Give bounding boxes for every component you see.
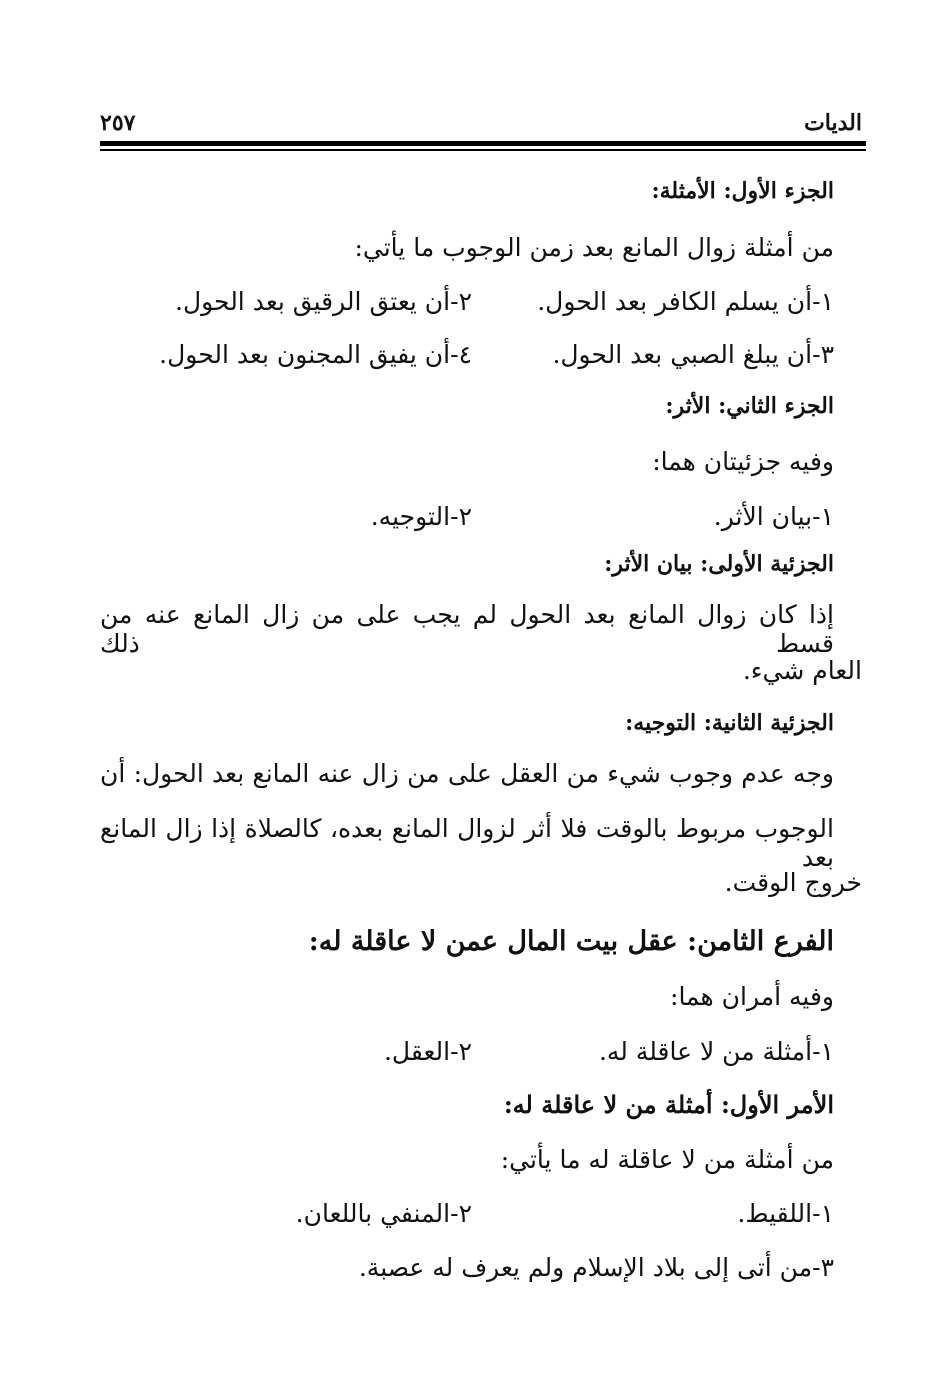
section-heading: الجزئية الأولى: بيان الأثر: [604, 551, 834, 577]
section-heading: الجزء الثاني: الأثر: [665, 393, 834, 419]
section-heading: الجزئية الثانية: التوجيه: [625, 710, 834, 736]
paragraph-line: وفيه جزئيتان هما: [652, 447, 834, 476]
list-item: ١-أن يسلم الكافر بعد الحول. [537, 287, 834, 316]
paragraph-line: من أمثلة من لا عاقلة له ما يأتي: [500, 1145, 834, 1174]
section-heading: الأمر الأول: أمثلة من لا عاقلة له: [503, 1090, 834, 1119]
paragraph-line: الوجوب مربوط بالوقت فلا أثر لزوال المانع بعده، كالصلاة إذا زال المانع بعد [100, 814, 834, 872]
running-header-title: الديات [804, 110, 862, 136]
list-item: ٢-أن يعتق الرقيق بعد الحول. [175, 287, 472, 316]
paragraph-line: وجه عدم وجوب شيء من العقل على من زال عنه المانع بعد الحول: أن [100, 759, 834, 788]
header-rule-thin [100, 149, 866, 151]
header-rule-thick [100, 141, 866, 146]
page-number: ٢٥٧ [100, 110, 136, 136]
list-item: ٣-من أتى إلى بلاد الإسلام ولم يعرف له عصبة. [358, 1253, 834, 1282]
list-item: ١-أمثلة من لا عاقلة له. [598, 1037, 834, 1066]
paragraph-line: العام شيء. [742, 656, 862, 685]
paragraph-line: خروج الوقت. [724, 868, 862, 897]
list-item: ٢-المنفي باللعان. [295, 1199, 472, 1228]
branch-heading: الفرع الثامن: عقل بيت المال عمن لا عاقلة له: [308, 926, 834, 957]
list-item: ٢-العقل. [383, 1037, 472, 1066]
paragraph-line: من أمثلة زوال المانع بعد زمن الوجوب ما يأتي: [354, 233, 834, 262]
list-item: ٤-أن يفيق المجنون بعد الحول. [159, 340, 472, 369]
section-heading: الجزء الأول: الأمثلة: [651, 178, 834, 204]
paragraph-line: إذا كان زوال المانع بعد الحول لم يجب على من زال المانع عنه من قسط ذلك [100, 600, 834, 658]
list-item: ٣-أن يبلغ الصبي بعد الحول. [552, 340, 834, 369]
list-item: ٢-التوجيه. [370, 502, 472, 531]
list-item: ١-اللقيط. [737, 1199, 834, 1228]
list-item: ١-بيان الأثر. [713, 502, 834, 531]
paragraph-line: وفيه أمران هما: [670, 982, 834, 1011]
